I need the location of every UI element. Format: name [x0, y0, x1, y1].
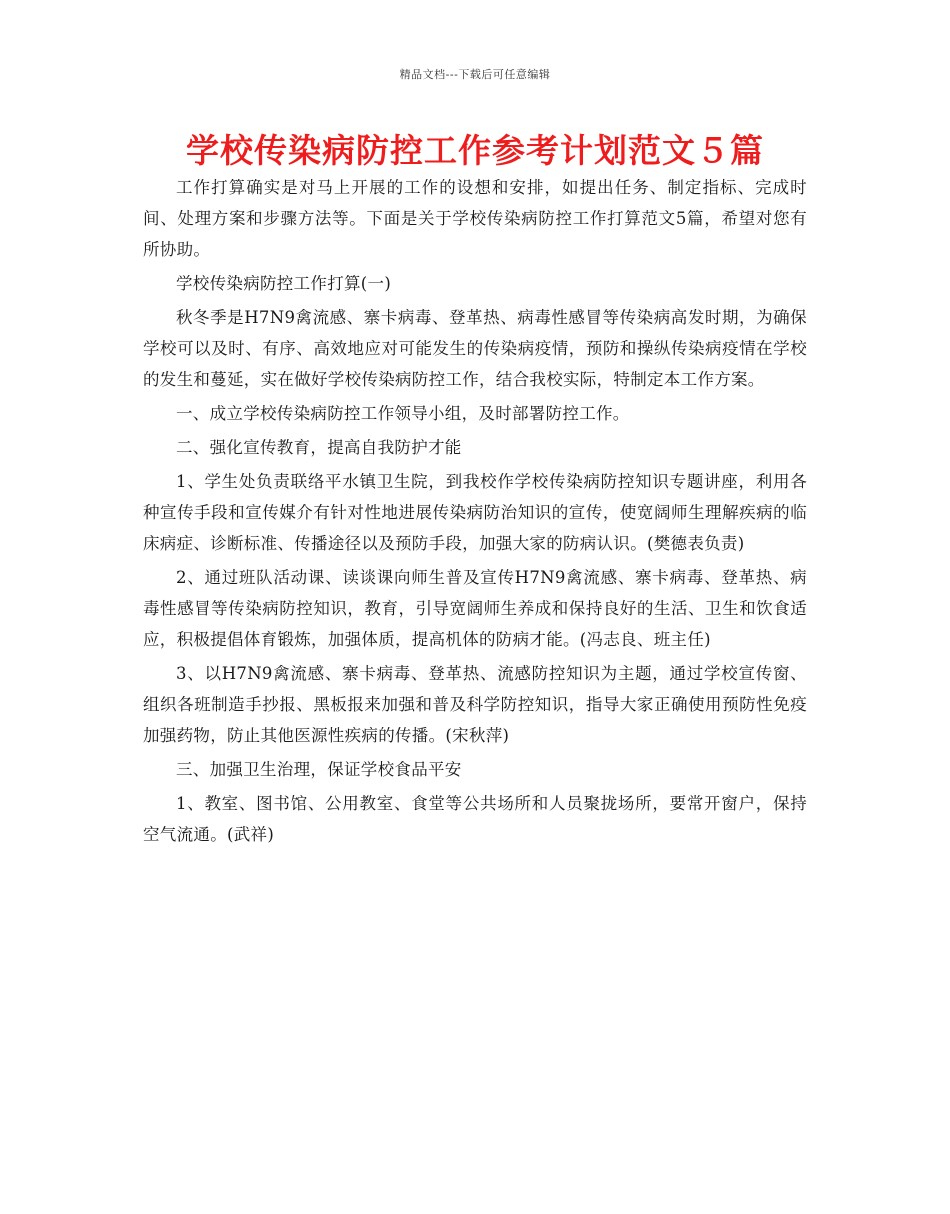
intro-paragraph: 工作打算确实是对马上开展的工作的设想和安排，如提出任务、制定指标、完成时间、处理方案和步骤方法等。下面是关于学校传染病防控工作打算范文5篇，希望对您有所协助。 [143, 178, 807, 259]
section-heading-plan-one: 学校传染病防控工作打算(一) [176, 274, 392, 293]
section-heading-education: 二、强化宣传教育，提高自我防护才能 [176, 438, 462, 457]
section-heading-leadership: 一、成立学校传染病防控工作领导小组，及时部署防控工作。 [176, 404, 630, 423]
education-item-1: 1、学生处负责联络平水镇卫生院，到我校作学校传染病防控知识专题讲座，利用各种宣传手段和宣传媒介有针对性地进展传染病防治知识的宣传，使宽阔师生理解疾病的临床病症、诊断标准、传播途径以及预防手段，加强大家的防病认识。(樊德表负责) [143, 472, 807, 553]
section-heading-hygiene: 三、加强卫生治理，保证学校食品平安 [176, 760, 462, 779]
background-paragraph: 秋冬季是H7N9禽流感、寨卡病毒、登革热、病毒性感冒等传染病高发时期，为确保学校可以及时、有序、高效地应对可能发生的传染病疫情，预防和操纵传染病疫情在学校的发生和蔓延，实在做好学校传染病防控工作，结合我校实际，特制定本工作方案。 [143, 308, 807, 389]
education-item-3: 3、以H7N9禽流感、寨卡病毒、登革热、流感防控知识为主题，通过学校宣传窗、组织各班制造手抄报、黑板报来加强和普及科学防控知识，指导大家正确使用预防性免疫加强药物，防止其他医源性疾病的传播。(宋秋萍) [143, 664, 807, 745]
education-item-2: 2、通过班队活动课、读谈课向师生普及宣传H7N9禽流感、寨卡病毒、登革热、病毒性感冒等传染病防控知识，教育，引导宽阔师生养成和保持良好的生活、卫生和饮食适应，积极提倡体育锻炼，加强体质，提高机体的防病才能。(冯志良、班主任) [143, 568, 807, 649]
hygiene-item-1: 1、教室、图书馆、公用教室、食堂等公共场所和人员聚拢场所，要常开窗户，保持空气流通。(武祥) [143, 794, 807, 844]
document-body [143, 172, 807, 850]
document-title: 学校传染病防控工作参考计划范文５篇 [186, 131, 764, 170]
header-note: 精品文档---下载后可任意编辑 [399, 68, 551, 81]
